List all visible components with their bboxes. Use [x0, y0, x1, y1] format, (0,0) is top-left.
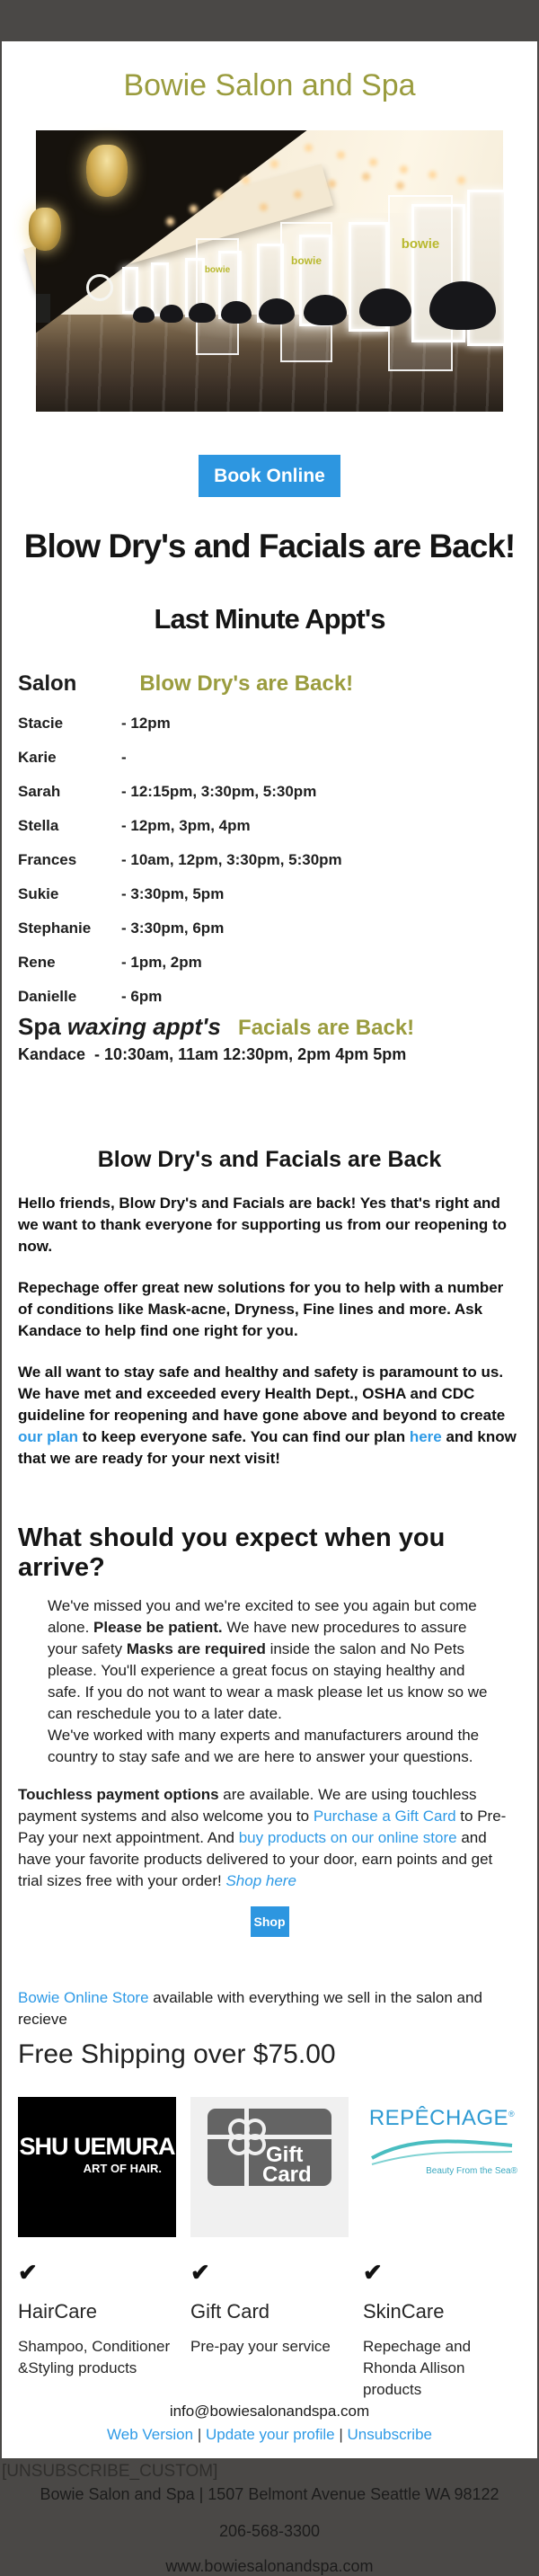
page-title: Bowie Salon and Spa	[123, 68, 416, 102]
spa-section-header	[18, 1013, 521, 1040]
divider-panel: bowie	[388, 195, 453, 371]
brand-title: HairCare	[18, 2300, 98, 2323]
salon-label: Salon	[18, 671, 77, 696]
safety-line: We all want to stay safe and healthy and safety is paramount to us.	[18, 1364, 504, 1381]
our-plan-link[interactable]: our plan	[18, 1428, 79, 1445]
schedule	[18, 671, 521, 1064]
stylist-name: Rene	[18, 954, 56, 971]
brand-title: SkinCare	[363, 2300, 445, 2323]
announcement-heading: Blow Dry's and Facials are Back	[97, 1147, 442, 1172]
salon-chair	[304, 295, 347, 325]
expect-text: inside the salon and No Pets please. You'll experience a great focus on staying healthy and safe. If you do not want to wear a mask please let us know so we can reschedule you to a later date.	[48, 1640, 488, 1722]
stylist-name: Kandace	[18, 1045, 86, 1063]
book-online-button[interactable]: Book Online	[199, 455, 340, 497]
gift-card-icon	[190, 2097, 349, 2237]
schedule-row	[18, 919, 521, 937]
online-store-link[interactable]: buy products on our online store	[238, 1829, 457, 1846]
announcement-paragraph-2: Repechage offer great new solutions for you to help with a number of conditions like Mask-acne, Dryness, Fine lines and more. Ask Kandace to help find one right for you.	[18, 1279, 504, 1339]
unsubscribe-custom-placeholder: [UNSUBSCRIBE_CUSTOM]	[2, 2462, 218, 2481]
masks-required-bold: Masks are required	[126, 1640, 266, 1657]
stylist-name: Stella	[18, 817, 59, 834]
expect-text: We have new procedures to assure your safety	[48, 1619, 467, 1657]
stylist-times: - 3:30pm, 5pm	[121, 885, 225, 902]
salon-chair	[359, 289, 411, 326]
salon-note: Blow Dry's are Back!	[139, 671, 354, 696]
footer	[2, 2403, 537, 2576]
stylist-name: Sukie	[18, 885, 59, 902]
schedule-row	[18, 1045, 521, 1064]
brand-description: Pre-pay your service	[190, 2338, 331, 2355]
purchase-gift-card-link[interactable]: Purchase a Gift Card	[313, 1808, 456, 1825]
brand-description: Shampoo, Conditioner &Styling products	[18, 2338, 171, 2376]
stylist-name: Stacie	[18, 715, 64, 732]
gift-card-graphic	[207, 2106, 332, 2189]
touchless-bold: Touchless payment options	[18, 1786, 219, 1803]
unsubscribe-link[interactable]: Unsubscribe	[347, 2426, 432, 2443]
salon-photo	[36, 130, 503, 412]
stylist-name: Sarah	[18, 783, 61, 800]
headline-sub: Last Minute Appt's	[154, 603, 385, 635]
shu-uemura-tagline: ART OF HAIR.	[83, 2162, 162, 2175]
be-patient-bold: Please be patient.	[93, 1619, 223, 1636]
stylist-times: - 12:15pm, 3:30pm, 5:30pm	[121, 783, 317, 800]
ring-light-icon	[86, 274, 113, 301]
announcement-paragraph-1: Hello friends, Blow Dry's and Facials are back! Yes that's right and we want to thank everyone for supporting us from our reopening to now.	[18, 1195, 508, 1255]
brand-title: Gift Card	[190, 2300, 270, 2323]
schedule-row	[18, 954, 521, 972]
stylist-times: -	[121, 749, 127, 766]
schedule-row	[18, 885, 521, 903]
headline-main: Blow Dry's and Facials are Back!	[23, 528, 516, 564]
schedule-row	[18, 749, 521, 767]
schedule-row	[18, 988, 521, 1006]
repechage-wordmark: REPÊCHAGE®	[368, 2106, 516, 2130]
salon-chair	[160, 305, 183, 323]
spa-label-italic: waxing appt's	[66, 1013, 221, 1040]
svg-text:Card: Card	[262, 2163, 312, 2187]
stylist-times: - 12pm	[121, 715, 171, 732]
stylist-times: - 12pm, 3pm, 4pm	[121, 817, 251, 834]
online-store-line	[18, 1987, 521, 2030]
expect-text: We've worked with many experts and manufacturers around the country to stay safe and we are here to answer your questions.	[48, 1727, 480, 1765]
schedule-row	[18, 817, 521, 835]
svg-text:Gift: Gift	[266, 2143, 304, 2167]
guideline-text: and know that we are ready for your next visit!	[18, 1428, 517, 1467]
stylist-name: Stephanie	[18, 919, 92, 937]
chandelier-icon	[86, 145, 128, 197]
brand-description: Repechage and Rhonda Allison products	[363, 2338, 472, 2398]
chandelier-icon	[29, 208, 61, 251]
shu-uemura-logo	[18, 2097, 176, 2237]
brand-columns	[18, 2097, 521, 2401]
repechage-tagline: Beauty From the Sea®	[426, 2166, 517, 2176]
link-separator: |	[339, 2426, 343, 2443]
guideline-text: to keep everyone safe. You can find our plan	[78, 1428, 410, 1445]
salon-chair	[221, 301, 252, 324]
spa-label: Spa	[18, 1013, 61, 1040]
salon-section-header	[18, 671, 521, 698]
touchless-text: are available. We are using touchless payment systems and also welcome you to	[18, 1786, 477, 1825]
footer-address: Bowie Salon and Spa | 1507 Belmont Avenue Seattle WA 98122	[40, 2485, 499, 2503]
check-icon: ✔	[18, 2259, 38, 2286]
spa-note: Facials are Back!	[238, 1016, 415, 1040]
footer-website: www.bowiesalonandspa.com	[165, 2557, 374, 2575]
shop-here-link[interactable]: Shop here	[225, 1872, 296, 1889]
salon-chair	[189, 303, 216, 323]
stylist-name: Danielle	[18, 988, 77, 1005]
stylist-times: - 10:30am, 11am 12:30pm, 2pm 4pm 5pm	[94, 1045, 407, 1063]
check-icon: ✔	[190, 2259, 210, 2286]
free-shipping-text: Free Shipping over $75.00	[18, 2039, 336, 2069]
stylist-times: - 1pm, 2pm	[121, 954, 202, 971]
divider-panel: bowie	[196, 238, 239, 355]
repechage-logo	[363, 2097, 521, 2237]
announcement-paragraph-3	[18, 1362, 521, 1470]
brand-column-giftcard	[190, 2097, 349, 2401]
salon-chair	[259, 298, 295, 324]
expect-heading: What should you expect when you arrive?	[18, 1523, 446, 1582]
stylist-times: - 3:30pm, 6pm	[121, 919, 225, 937]
brand-column-skincare	[363, 2097, 521, 2401]
salon-mirror	[122, 267, 138, 314]
web-version-link[interactable]: Web Version	[107, 2426, 194, 2443]
update-profile-link[interactable]: Update your profile	[205, 2426, 335, 2443]
stylist-times: - 10am, 12pm, 3:30pm, 5:30pm	[121, 851, 342, 868]
schedule-row	[18, 715, 521, 733]
guideline-text: We have met and exceeded every Health Dept., OSHA and CDC guideline for reopening and have gone above and beyond to create	[18, 1385, 506, 1424]
expect-paragraph	[48, 1595, 494, 1768]
top-band	[0, 0, 539, 41]
link-separator: |	[197, 2426, 202, 2443]
schedule-row	[18, 783, 521, 801]
touchless-text: and have your favorite products delivered to your door, earn points and get trial sizes free with your order!	[18, 1829, 493, 1889]
store-text: available with everything we sell in the salon and recieve	[18, 1989, 482, 2028]
bowie-online-store-link[interactable]: Bowie Online Store	[18, 1989, 149, 2006]
expect-text: We've missed you and we're excited to see you again but come alone.	[48, 1597, 477, 1636]
photo-cabinet	[36, 294, 50, 323]
footer-phone: 206-568-3300	[218, 2522, 321, 2540]
footer-email: info@bowiesalonandspa.com	[169, 2403, 370, 2420]
stylist-name: Frances	[18, 851, 77, 868]
ceiling-lights	[36, 130, 42, 137]
divider-panel: bowie	[280, 222, 332, 362]
shop-button[interactable]: Shop	[251, 1906, 289, 1937]
shu-uemura-wordmark: SHU UEMURA	[19, 2133, 175, 2160]
footer-links	[2, 2426, 537, 2444]
schedule-row	[18, 851, 521, 869]
touchless-text: to Pre-Pay your next appointment. And	[18, 1808, 507, 1846]
plan-here-link[interactable]: here	[409, 1428, 442, 1445]
stylist-name: Karie	[18, 749, 57, 766]
check-icon: ✔	[363, 2259, 383, 2286]
touchless-paragraph	[18, 1784, 521, 1892]
stylist-times: - 6pm	[121, 988, 163, 1005]
wave-icon	[370, 2131, 514, 2169]
salon-chair	[133, 306, 155, 323]
brand-column-haircare	[18, 2097, 176, 2401]
